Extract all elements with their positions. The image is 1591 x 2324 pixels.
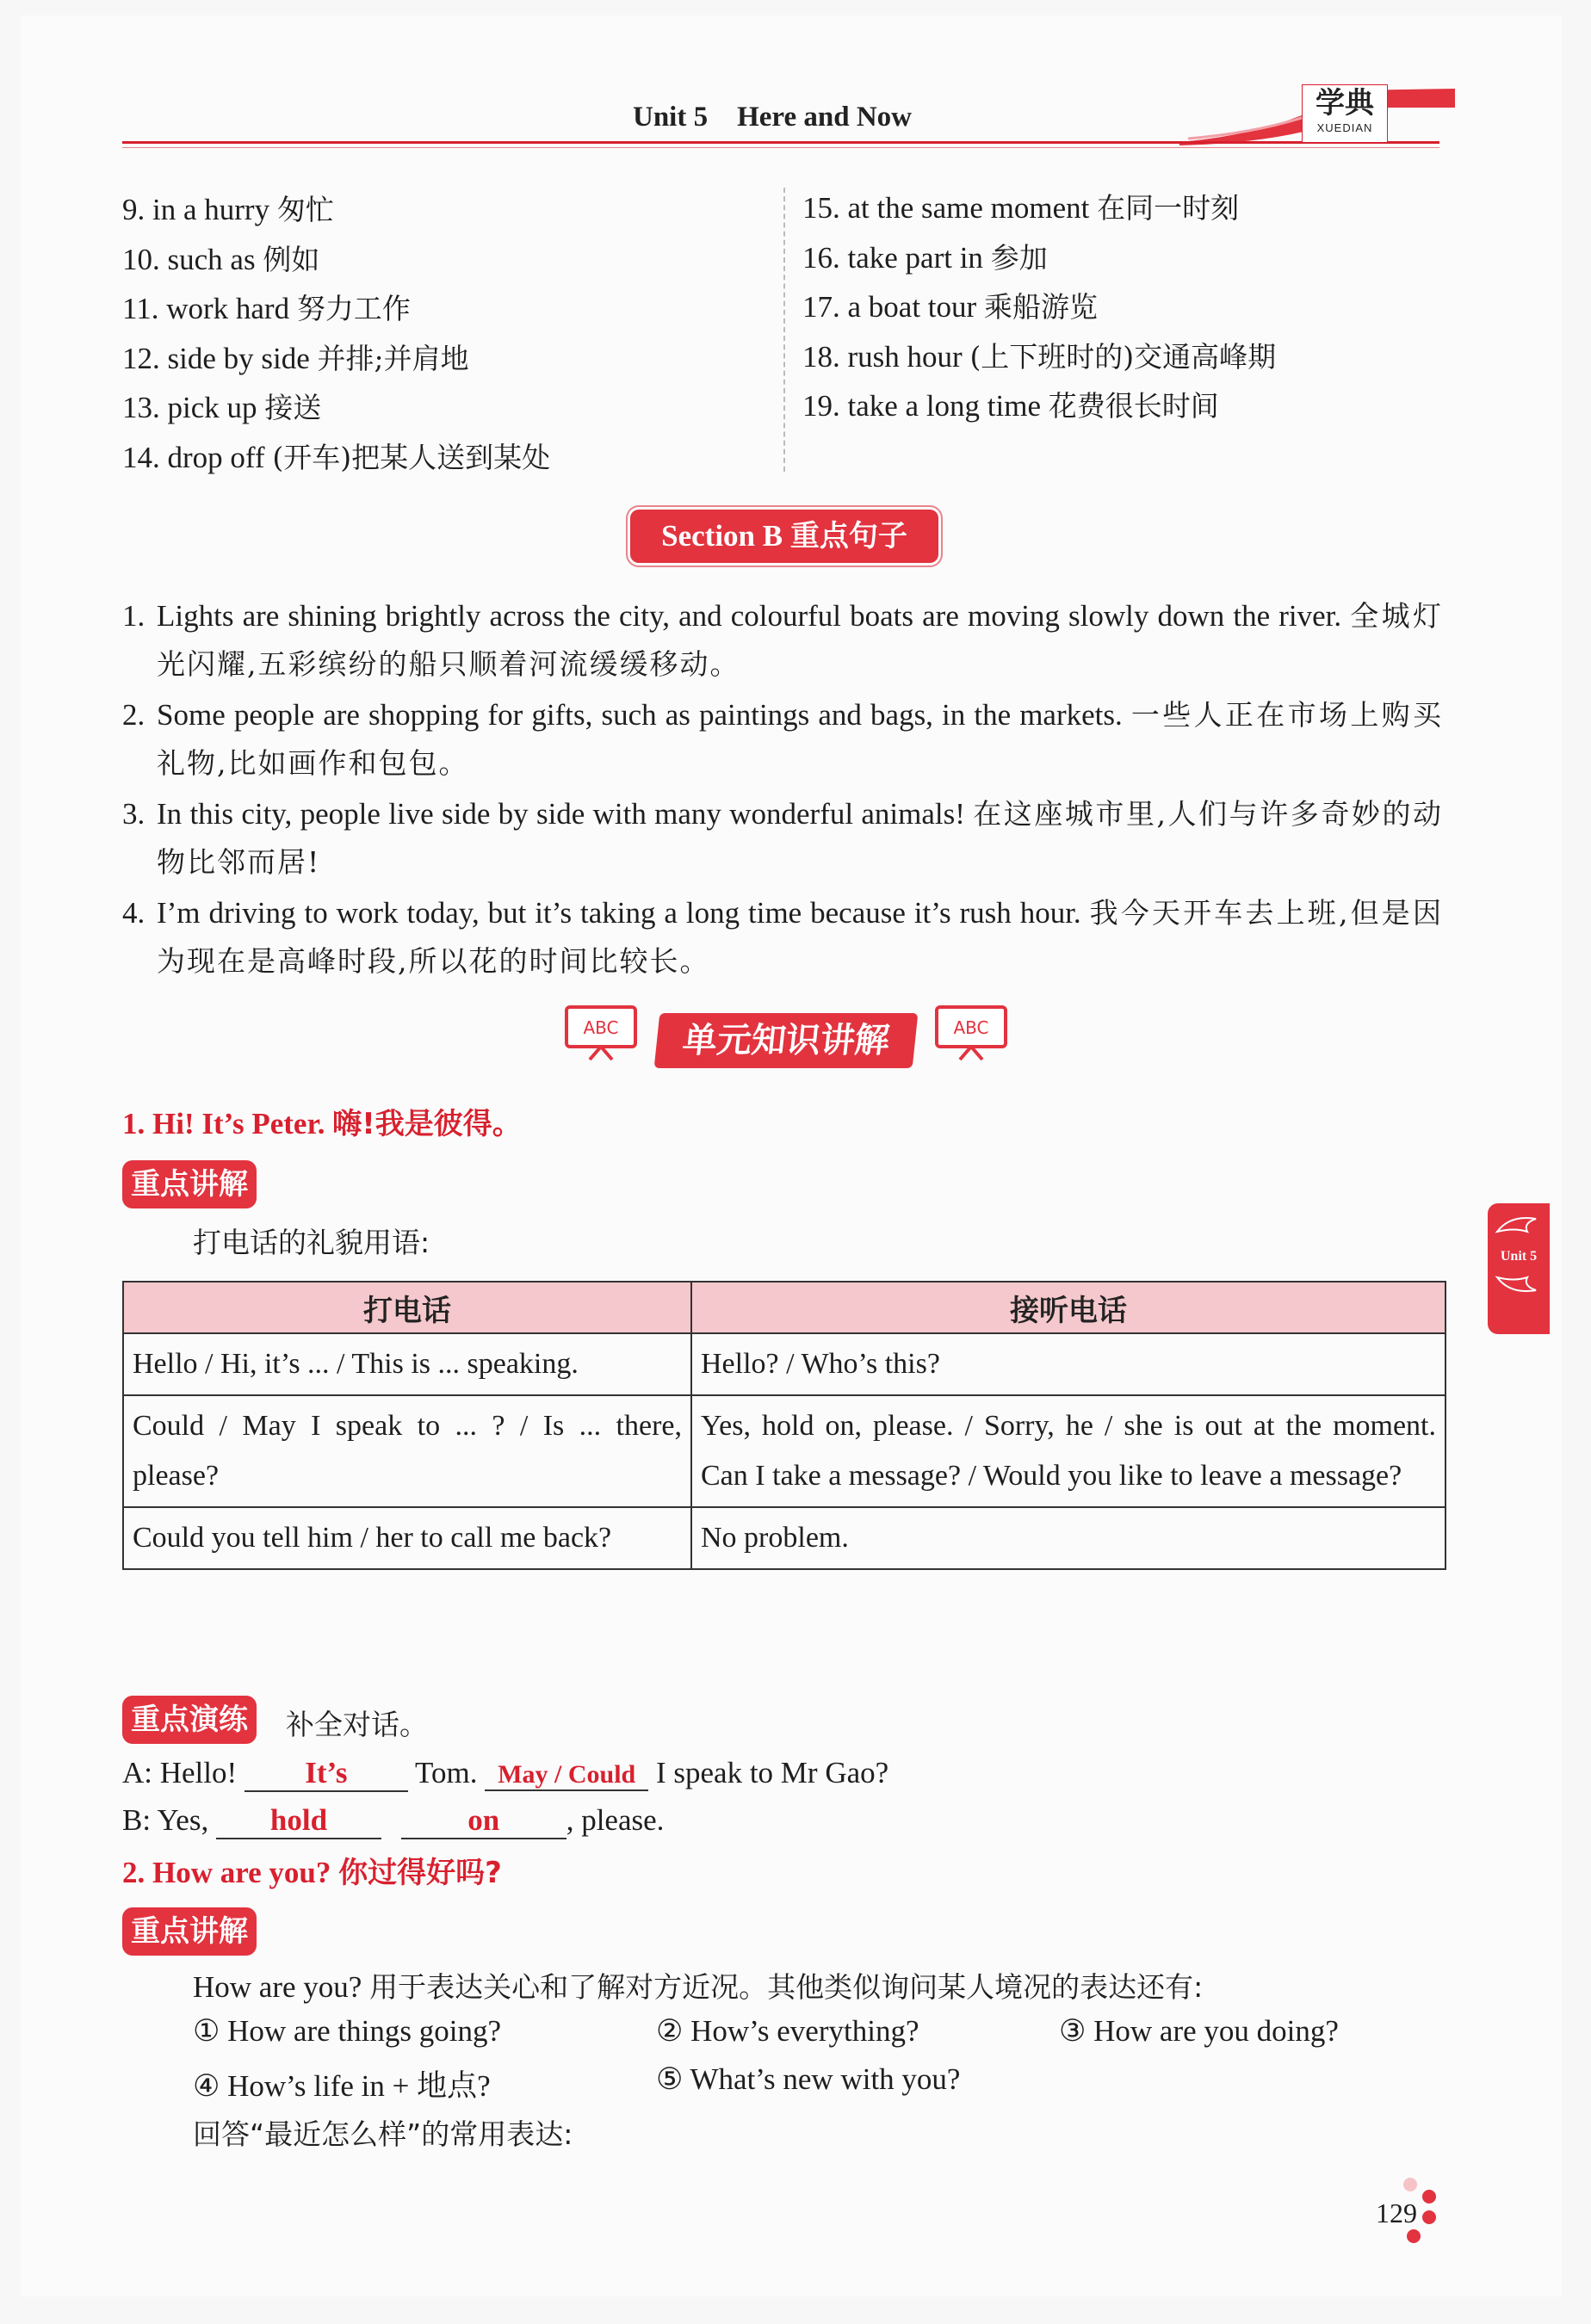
unit-knowledge-banner: 单元知识讲解 — [654, 1013, 919, 1068]
decor-dot — [1422, 2190, 1436, 2203]
how-are-you-intro: How are you? 用于表达关心和了解对方近况。其他类似询问某人境况的表达还有: — [193, 1970, 1204, 2004]
table-row — [123, 1395, 1446, 1507]
wing-icon — [1493, 1210, 1545, 1245]
expression-item: ② How’s everything? — [656, 2014, 919, 2048]
phrase-item: 13. pick up 接送 — [122, 391, 322, 424]
phrase-item: 12. side by side 并排;并肩地 — [122, 342, 469, 375]
logo-cn: 学典 — [1316, 86, 1374, 121]
unit-title: Here and Now — [737, 102, 912, 133]
phone-intro: 打电话的礼貌用语: — [193, 1226, 430, 1259]
phrase-item: 17. a boat tour 乘船游览 — [802, 290, 1098, 324]
xuedian-logo — [1302, 84, 1388, 143]
side-tab-label: Unit 5 — [1500, 1249, 1538, 1264]
phrase-item: 14. drop off (开车)把某人送到某处 — [122, 441, 551, 474]
section-b-en: Section B — [661, 519, 783, 553]
table-row — [123, 1507, 1446, 1569]
table-cell: Could / May I speak to ... ? / Is ... there, please? — [123, 1395, 691, 1507]
answer-blank[interactable]: hold — [216, 1803, 381, 1839]
table-header-row — [123, 1282, 1446, 1333]
phrase-item: 9. in a hurry 匆忙 — [122, 193, 334, 226]
decor-dot — [1422, 2210, 1436, 2224]
answer-blank[interactable]: May / Could — [485, 1760, 648, 1791]
table-cell: Hello / Hi, it’s ... / This is ... speaking. — [123, 1333, 691, 1395]
dialogue-line-a: A: Hello! It’s Tom. May / Could I speak to Mr Gao? — [122, 1756, 888, 1792]
phrase-item: 10. such as 例如 — [122, 243, 320, 276]
key-practice-tag: 重点演练 — [122, 1696, 257, 1744]
key-sentence: 2. Some people are shopping for gifts, such as paintings and bags, in the markets. 一些人正在市场上购买礼物,比如画作和包包。 — [122, 698, 1444, 780]
table-cell: Yes, hold on, please. / Sorry, he / she is out at the moment. Can I take a message? / Would you like to leave a message? — [691, 1395, 1446, 1507]
answer-blank[interactable]: It’s — [245, 1756, 408, 1792]
phrase-item: 15. at the same moment 在同一时刻 — [802, 191, 1240, 225]
phrase-item: 19. take a long time 花费很长时间 — [802, 389, 1219, 423]
phone-expressions-table — [122, 1281, 1446, 1570]
unit-label: Unit 5 — [633, 102, 709, 133]
unit-side-tab[interactable] — [1488, 1203, 1550, 1334]
point-2-heading: 2. How are you? 你过得好吗? — [122, 1856, 502, 1890]
abc-board-icon — [934, 1004, 1008, 1061]
key-sentence: 3. In this city, people live side by side with many wonderful animals! 在这座城市里,人们与许多奇妙的动物比邻而居! — [122, 797, 1443, 879]
decor-dot — [1407, 2229, 1421, 2243]
abc-board-label: ABC — [583, 1017, 619, 1038]
header-rule — [122, 141, 1439, 144]
header-rule-thin — [122, 147, 1439, 148]
key-explanation-tag: 重点讲解 — [122, 1907, 257, 1956]
phrase-item: 18. rush hour (上下班时的)交通高峰期 — [802, 340, 1277, 374]
answer-blank[interactable]: on — [401, 1803, 566, 1839]
key-sentence: 4. I’m driving to work today, but it’s taking a long time because it’s rush hour. 我今天开车去上班,但是因为现在是高峰时段,所以花的时间比较长。 — [122, 896, 1443, 978]
key-explanation-tag: 重点讲解 — [122, 1160, 257, 1208]
expression-item: ① How are things going? — [193, 2014, 501, 2048]
section-b-cn: 重点句子 — [789, 519, 907, 553]
decor-dot — [1403, 2178, 1417, 2191]
table-row — [123, 1333, 1446, 1395]
table-header-answering: 接听电话 — [691, 1282, 1446, 1333]
answer-intro: 回答“最近怎么样”的常用表达: — [193, 2117, 573, 2151]
practice-instruction: 补全对话。 — [286, 1708, 428, 1741]
expression-item: ④ How’s life in + 地点? — [193, 2069, 491, 2103]
point-1-heading: 1. Hi! It’s Peter. 嗨!我是彼得。 — [122, 1107, 522, 1141]
page-number: 129 — [1376, 2197, 1417, 2228]
expression-item: ③ How are you doing? — [1059, 2014, 1339, 2048]
column-divider — [783, 188, 785, 472]
phrase-item: 16. take part in 参加 — [802, 241, 1048, 275]
key-sentence: 1. Lights are shining brightly across the city, and colourful boats are moving slowly down the river. 全城灯光闪耀,五彩缤纷的船只顺着河流缓缓移动。 — [122, 599, 1444, 681]
running-header — [633, 102, 941, 133]
table-cell: Could you tell him / her to call me back? — [123, 1507, 691, 1569]
abc-board-label: ABC — [953, 1017, 989, 1038]
table-cell: Hello? / Who’s this? — [691, 1333, 1446, 1395]
logo-en: XUEDIAN — [1316, 121, 1373, 134]
section-b-banner — [630, 510, 938, 563]
abc-board-icon — [564, 1004, 638, 1061]
dialogue-line-b: B: Yes, hold on , please. — [122, 1803, 664, 1839]
expression-item: ⑤ What’s new with you? — [656, 2062, 961, 2096]
wing-icon — [1493, 1264, 1545, 1299]
table-header-calling: 打电话 — [123, 1282, 691, 1333]
table-cell: No problem. — [691, 1507, 1446, 1569]
phrase-item: 11. work hard 努力工作 — [122, 292, 411, 325]
